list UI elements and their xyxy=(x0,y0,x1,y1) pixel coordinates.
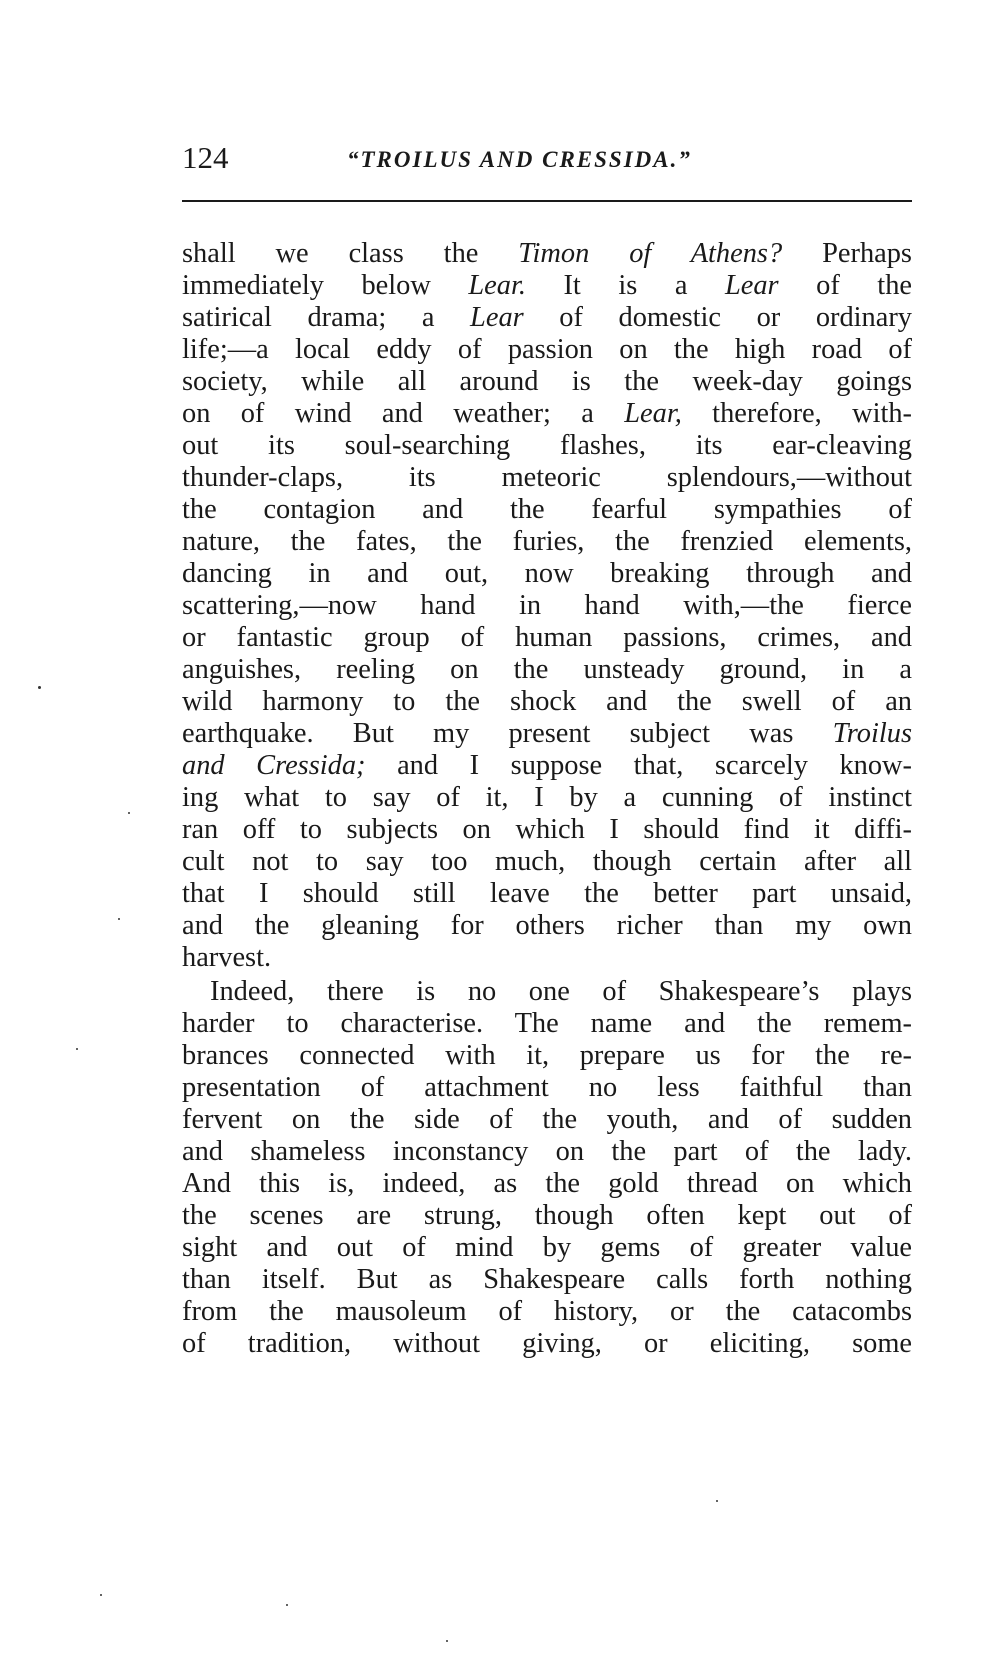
text-line xyxy=(182,1136,912,1168)
text-run: out its soul-searching flashes, its ear-cleaving xyxy=(182,430,912,461)
text-run: presentation of attachment no less faithful than xyxy=(182,1072,912,1103)
text-run: or fantastic group of human passions, crimes, and xyxy=(182,622,912,653)
text-line xyxy=(182,1328,912,1360)
text-line xyxy=(182,1040,912,1072)
text-run: life;—a local eddy of passion on the high road of xyxy=(182,334,912,365)
text-run: shall we class the xyxy=(182,238,519,269)
paragraph xyxy=(182,976,912,1360)
text-run: that I should still leave the better part unsaid, xyxy=(182,878,912,909)
scan-speck xyxy=(128,812,130,814)
text-run: of domestic or ordinary xyxy=(523,302,913,333)
text-line xyxy=(182,686,912,718)
text-run: wild harmony to the shock and the swell of an xyxy=(182,686,912,717)
text-line xyxy=(182,1200,912,1232)
text-line xyxy=(182,398,912,430)
scan-speck xyxy=(118,918,120,920)
text-run: the scenes are strung, though often kept out of xyxy=(182,1200,912,1231)
text-run: of tradition, without giving, or eliciting, some xyxy=(182,1328,912,1359)
scan-speck xyxy=(446,1640,448,1642)
italic-title: Timon of Athens? xyxy=(518,238,783,269)
header-rule xyxy=(182,200,912,202)
text-line xyxy=(182,654,912,686)
text-run: scattering,—now hand in hand with,—the fierce xyxy=(182,590,912,621)
paragraph xyxy=(182,238,912,974)
text-run: immediately below xyxy=(182,270,469,301)
text-line xyxy=(182,558,912,590)
text-line xyxy=(182,942,912,974)
scan-speck xyxy=(286,1604,288,1606)
text-run: harvest. xyxy=(182,942,272,973)
text-line xyxy=(182,1232,912,1264)
text-line xyxy=(182,1104,912,1136)
text-line xyxy=(182,366,912,398)
text-line xyxy=(182,526,912,558)
text-line xyxy=(182,430,912,462)
text-run: earthquake. But my present subject was xyxy=(182,718,833,749)
text-line xyxy=(182,494,912,526)
text-run: than itself. But as Shakespeare calls forth nothing xyxy=(182,1264,912,1295)
text-run: and the gleaning for others richer than my own xyxy=(182,910,912,941)
italic-title: Lear. xyxy=(468,270,526,301)
text-line xyxy=(182,750,912,782)
text-run: cult not to say too much, though certain after all xyxy=(182,846,912,877)
text-line xyxy=(182,1072,912,1104)
text-run: ran off to subjects on which I should find it diffi- xyxy=(182,814,912,845)
text-line xyxy=(182,302,912,334)
page-header xyxy=(182,138,912,188)
text-run: sight and out of mind by gems of greater value xyxy=(182,1232,912,1263)
text-line xyxy=(182,238,912,270)
italic-title: Lear, xyxy=(624,398,682,429)
text-run: on of wind and weather; a xyxy=(182,398,625,429)
text-line xyxy=(182,622,912,654)
text-line xyxy=(182,1264,912,1296)
text-run: Perhaps xyxy=(782,238,912,269)
text-run: satirical drama; a xyxy=(182,302,471,333)
scan-speck xyxy=(100,1594,102,1596)
text-line xyxy=(182,590,912,622)
text-run: and I suppose that, scarcely know- xyxy=(365,750,913,781)
italic-title: Lear xyxy=(470,302,524,333)
text-run: And this is, indeed, as the gold thread on which xyxy=(182,1168,912,1199)
text-line xyxy=(182,718,912,750)
text-run: brances connected with it, prepare us for the re- xyxy=(182,1040,912,1071)
scan-speck xyxy=(716,1500,718,1502)
text-line xyxy=(182,910,912,942)
text-run: and shameless inconstancy on the part of the lady. xyxy=(182,1136,912,1167)
scan-speck xyxy=(38,686,41,689)
text-line xyxy=(182,334,912,366)
text-line xyxy=(182,976,912,1008)
body-text xyxy=(182,238,912,1360)
text-run: nature, the fates, the furies, the frenzied elements, xyxy=(182,526,912,557)
text-line xyxy=(182,814,912,846)
italic-title: Lear xyxy=(724,270,779,301)
text-line xyxy=(182,1296,912,1328)
running-head: “TROILUS AND CRESSIDA.” xyxy=(347,147,692,172)
text-line xyxy=(182,878,912,910)
text-line xyxy=(182,782,912,814)
scan-speck xyxy=(76,1048,78,1050)
text-run: dancing in and out, now breaking through and xyxy=(182,558,912,589)
text-run: from the mausoleum of history, or the catacombs xyxy=(182,1296,912,1327)
text-line xyxy=(182,1168,912,1200)
page-number: 124 xyxy=(182,140,229,175)
text-run: society, while all around is the week-day goings xyxy=(182,366,912,397)
text-run: therefore, with- xyxy=(681,398,912,429)
text-run: thunder-claps, its meteoric splendours,—without xyxy=(182,462,912,493)
text-run: Indeed, there is no one of Shakespeare’s plays xyxy=(210,976,912,1007)
text-run: It is a xyxy=(525,270,725,301)
italic-title: Troilus xyxy=(832,718,912,749)
text-run: the contagion and the fearful sympathies of xyxy=(182,494,912,525)
text-run: of the xyxy=(778,270,912,301)
italic-title: and Cressida; xyxy=(182,750,366,781)
text-line xyxy=(182,270,912,302)
text-run: harder to characterise. The name and the remem- xyxy=(182,1008,912,1039)
text-run: fervent on the side of the youth, and of sudden xyxy=(182,1104,912,1135)
text-run: anguishes, reeling on the unsteady ground, in a xyxy=(182,654,912,685)
text-line xyxy=(182,846,912,878)
text-line xyxy=(182,462,912,494)
text-line xyxy=(182,1008,912,1040)
text-run: ing what to say of it, I by a cunning of instinct xyxy=(182,782,912,813)
